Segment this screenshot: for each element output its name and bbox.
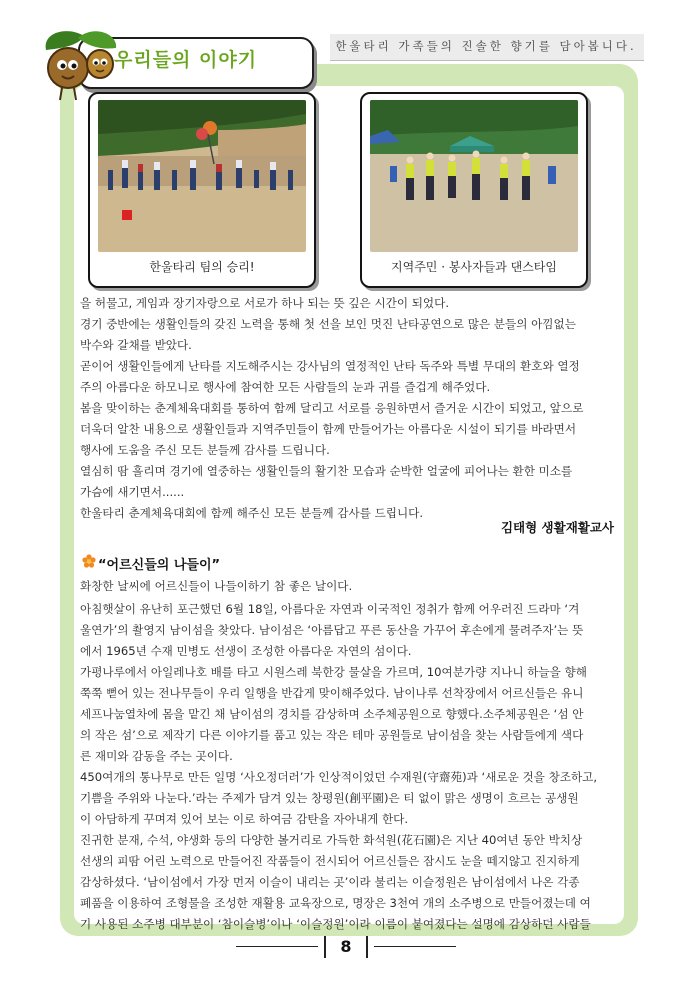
article1-line: 가슴에 새기면서...... — [80, 485, 185, 499]
article2-line: 진귀한 분재, 수석, 야생화 등의 다양한 볼거리로 가득한 화석원(花石園)은 지난 40여년 동안 박치상 — [80, 833, 583, 847]
article2-line: 에서 1965년 수재 민병도 선생이 조성한 아름다운 자연의 섬이다. — [80, 644, 412, 658]
header-tagline: 한울타리 가족들의 진솔한 향기를 담아봅니다. — [335, 39, 637, 53]
article2-line: 른 재미와 감동을 주는 곳이다. — [80, 749, 233, 763]
article1-line: 한울타리 춘계체육대회에 함께 해주신 모든 분들께 감사를 드립니다. — [80, 506, 424, 520]
article2-line: 아침햇살이 유난히 포근했던 6월 18일, 아름다운 자연과 이국적인 정취가 함께 어우러진 드라마 ‘겨 — [80, 602, 580, 616]
team-game-photo — [98, 100, 306, 252]
photo-caption-dance-time: 지역주민 · 봉사자들과 댄스타임 — [391, 260, 557, 274]
article2-line: 화창한 날씨에 어르신들이 나들이하기 참 좋은 날이다. — [80, 579, 353, 593]
article2-heading: “어르신들의 나들이” — [98, 558, 221, 573]
footer-rule-right — [374, 946, 456, 947]
article2-line: 울연가’의 촬영지 남이섬을 찾았다. 남이섬은 ‘아름답고 푸른 동산을 가꾸어 후손에게 물려주자’는 뜻 — [80, 623, 584, 637]
article2-line: 폐품을 이용하여 조형물을 조성한 재활용 교육장으로, 명장은 3천여 개의 소주병으로 만들어졌는데 여 — [80, 896, 591, 910]
article1-line: 박수와 갈채를 받았다. — [80, 338, 192, 352]
article2-line: 감상하셨다. ‘남이섬에서 가장 먼저 이슬이 내리는 곳’이라 불리는 이슬정원은 남이섬에서 나온 각종 — [80, 875, 580, 889]
article2-line: 450여개의 통나무로 만든 일명 ‘사오정더러’가 인상적이었던 수재원(守齋苑)과 ‘새로운 것을 창조하고, — [80, 770, 598, 784]
footer-rule-left — [236, 946, 318, 947]
article2-line: 이 아담하게 꾸며져 있어 보는 이로 하여금 감탄을 자아내게 한다. — [80, 812, 409, 826]
page-number: 8 — [340, 937, 352, 956]
article2-line: 가평나루에서 아일레나호 배를 타고 시원스레 북한강 물살을 가르며, 10여분가량 지나니 하늘을 향해 — [80, 665, 587, 679]
section-title: 우리들의 이야기 — [114, 49, 258, 71]
article1-line: 경기 중반에는 생활인들의 갖진 노력을 통해 첫 선을 보인 멋진 난타공연으로 많은 분들의 아낌없는 — [80, 317, 576, 331]
article1-line: 주의 아름다운 하모니로 행사에 참여한 모든 사람들의 눈과 귀를 즐겁게 해주었다. — [80, 380, 491, 394]
photo-card-dance-time — [360, 92, 588, 288]
dance-time-photo — [370, 100, 578, 252]
article2-line: 의 작은 섬’으로 제작기 다른 이야기를 품고 있는 작은 테마 공원들로 남이섬을 찾는 사람들에게 색다 — [80, 728, 584, 742]
article1-line: 을 허물고, 게임과 장기자랑으로 서로가 하나 되는 뜻 깊은 시간이 되었다. — [80, 296, 450, 310]
article2-line: 선생의 피땀 어린 노력으로 만들어진 작품들이 전시되어 어르신들은 잠시도 눈을 떼지않고 진지하게 — [80, 854, 580, 868]
flower-icon — [82, 554, 96, 568]
article2-line: 세프나눔열차에 몸을 맡긴 채 남이섬의 경치를 감상하며 소주체공원으로 향했다.소주체공원은 ‘섬 안 — [80, 707, 584, 721]
article1-line: 더욱더 알찬 내용으로 생활인들과 지역주민들이 함께 만들어가는 아름다운 시설이 되기를 바라면서 — [80, 422, 577, 436]
article2-line: 쭉쭉 뻗어 있는 전나무들이 우리 일행을 반갑게 맞이해주었다. 남이나루 선착장에서 어르신들은 유니 — [80, 686, 584, 700]
article2-line: 기 사용된 소주병 대부분이 ‘참이슬병’이나 ‘이슬정원’이라 이름이 붙여졌다는 설명에 감상하던 사람들 — [80, 917, 591, 931]
footer-bar-right — [366, 936, 368, 958]
article1-line: 행사에 도움을 주신 모든 분들께 감사를 드립니다. — [80, 443, 330, 457]
article1-line: 곧이어 생활인들에게 난타를 지도해주시는 강사님의 열정적인 난타 독주와 특별 무대의 환호와 열정 — [80, 359, 580, 373]
article1-line: 열심히 땀 흘리며 경기에 열중하는 생활인들의 활기찬 모습과 순박한 얼굴에 피어나는 환한 미소를 — [80, 464, 573, 478]
article2-line: 기쁨을 주위와 나눈다.’라는 주제가 담겨 있는 창평원(創平園)은 티 없이 맑은 생명이 흐르는 공생원 — [80, 791, 579, 805]
article1-line: 봄을 맞이하는 춘계체육대회를 통하여 함께 달리고 서로를 응원하면서 즐거운 시간이 되었고, 앞으로 — [80, 401, 584, 415]
photo-card-team-game — [88, 92, 316, 288]
article1-signature: 김태형 생활재활교사 — [500, 520, 614, 535]
photo-caption-team-game: 한울타리 팀의 승리! — [149, 260, 255, 274]
